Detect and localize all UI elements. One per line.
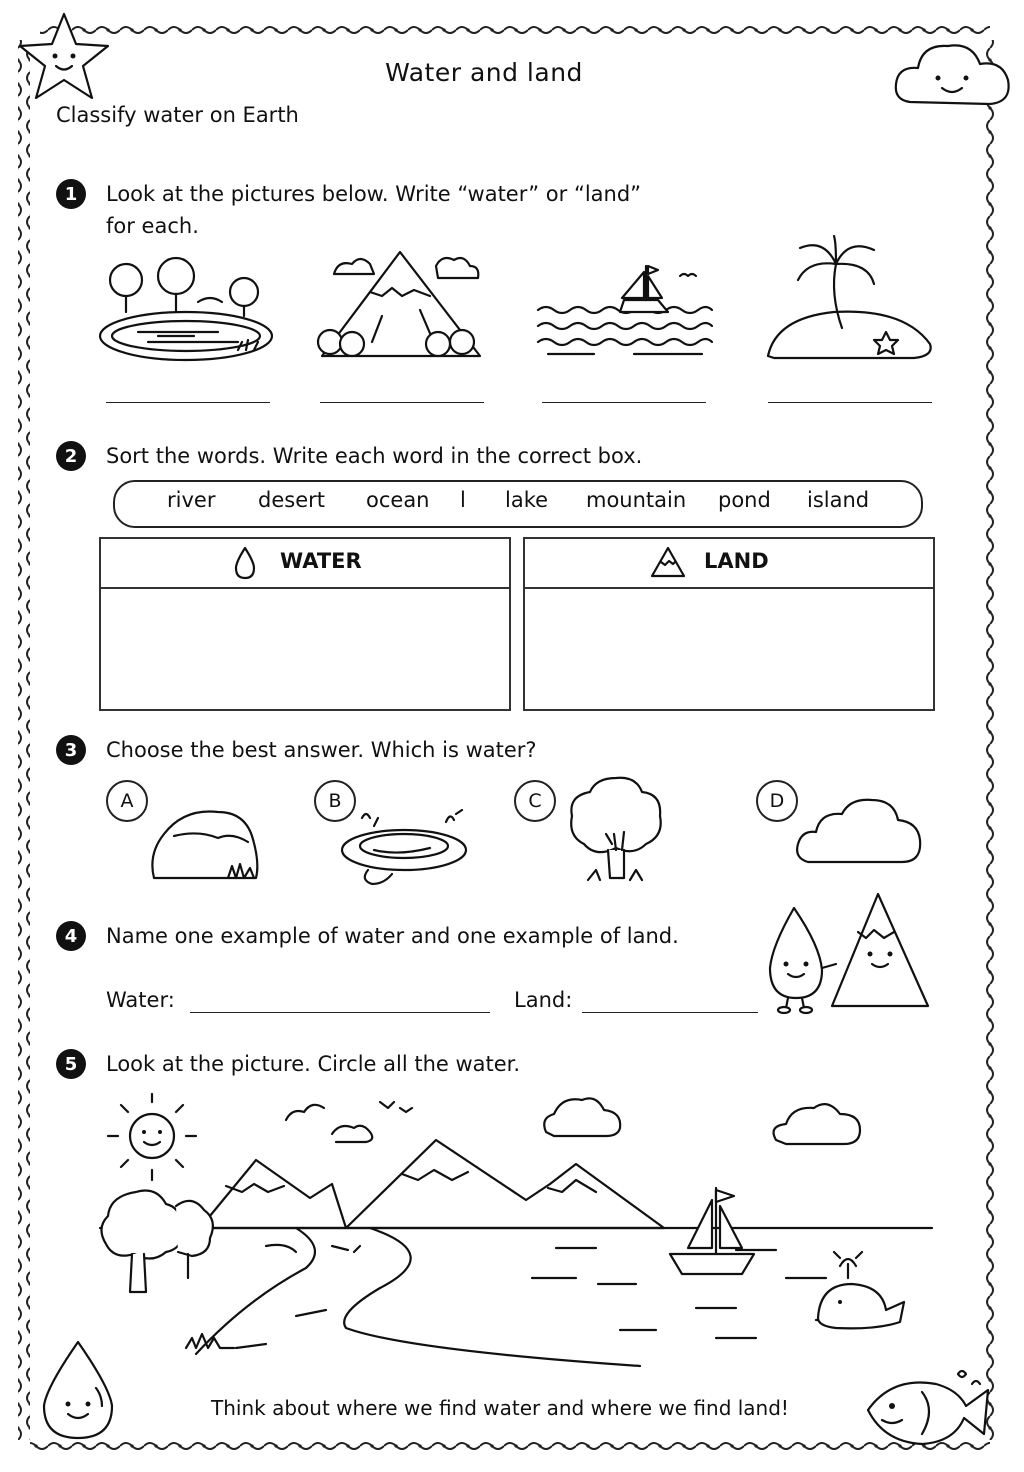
water-drop-and-mountain-friends-icon	[762, 890, 932, 1016]
land-box-label: LAND	[704, 549, 769, 573]
question-4-number: 4	[56, 921, 86, 951]
q4-land-answer-line[interactable]	[582, 1012, 758, 1013]
choice-d-button[interactable]: D	[756, 780, 798, 822]
landscape-scene	[96, 1088, 936, 1378]
question-1-text-line1: Look at the pictures below. Write “water” or “land”	[106, 182, 642, 206]
q1-answer-line-3[interactable]	[542, 402, 706, 403]
mountain-small-icon	[650, 546, 686, 578]
sun-icon	[108, 1094, 196, 1180]
question-2-text: Sort the words. Write each word in the correct box.	[106, 444, 643, 468]
trees-icon	[101, 1191, 212, 1293]
land-box-answer-area[interactable]	[523, 587, 935, 711]
word-bank-word: ocean	[366, 488, 430, 512]
question-5-text: Look at the picture. Circle all the water.	[106, 1052, 521, 1076]
island-palm-icon	[764, 232, 936, 364]
cloud-outline-1	[286, 1105, 324, 1120]
word-bank-word: lake	[505, 488, 549, 512]
word-bank-word: desert	[258, 488, 325, 512]
cloud-outline-2	[332, 1126, 372, 1142]
page-subtitle: Classify water on Earth	[56, 103, 299, 127]
mountain-left-icon	[200, 1160, 346, 1228]
word-bank-word: island	[807, 488, 870, 512]
choice-c-button[interactable]: C	[514, 780, 556, 822]
question-4-text: Name one example of water and one example of land.	[106, 924, 679, 948]
sailboat-icon	[670, 1188, 754, 1274]
word-bank-word: pond	[718, 488, 771, 512]
water-drop-icon	[232, 546, 258, 580]
question-5-number: 5	[56, 1049, 86, 1079]
mountain-icon	[312, 246, 492, 362]
q4-water-answer-line[interactable]	[190, 1012, 490, 1013]
question-3-number: 3	[56, 735, 86, 765]
cloud-icon	[774, 1104, 860, 1144]
water-drop-face-icon	[38, 1338, 118, 1442]
whale-icon	[818, 1252, 904, 1328]
mountain-right-icon	[346, 1140, 664, 1228]
birds-icon	[380, 1102, 412, 1112]
question-1-number: 1	[56, 179, 86, 209]
puddle-icon	[338, 808, 472, 890]
rock-icon	[148, 806, 268, 882]
choice-a-button[interactable]: A	[106, 780, 148, 822]
q1-answer-line-2[interactable]	[320, 402, 484, 403]
q4-land-label: Land:	[514, 988, 573, 1012]
q4-water-label: Water:	[106, 988, 175, 1012]
tree-icon	[566, 774, 666, 884]
footer-tip: Think about where we find water and where we find land!	[211, 1396, 789, 1420]
choice-b-button[interactable]: B	[314, 780, 356, 822]
question-3-text: Choose the best answer. Which is water?	[106, 738, 537, 762]
page-title: Water and land	[385, 58, 583, 87]
water-box-answer-area[interactable]	[99, 587, 511, 711]
question-1-text-line2: for each.	[106, 214, 199, 238]
word-bank-word: river	[167, 488, 216, 512]
water-box-label: WATER	[280, 549, 362, 573]
sea-with-boat-icon	[534, 262, 716, 362]
q1-answer-line-4[interactable]	[768, 402, 932, 403]
cloud-icon	[794, 796, 924, 866]
question-2-number: 2	[56, 441, 86, 471]
word-bank-word: l	[460, 488, 466, 512]
pond-with-trees-icon	[98, 250, 276, 368]
q1-answer-line-1[interactable]	[106, 402, 270, 403]
cloud-icon	[544, 1098, 620, 1136]
word-bank-word: mountain	[586, 488, 687, 512]
